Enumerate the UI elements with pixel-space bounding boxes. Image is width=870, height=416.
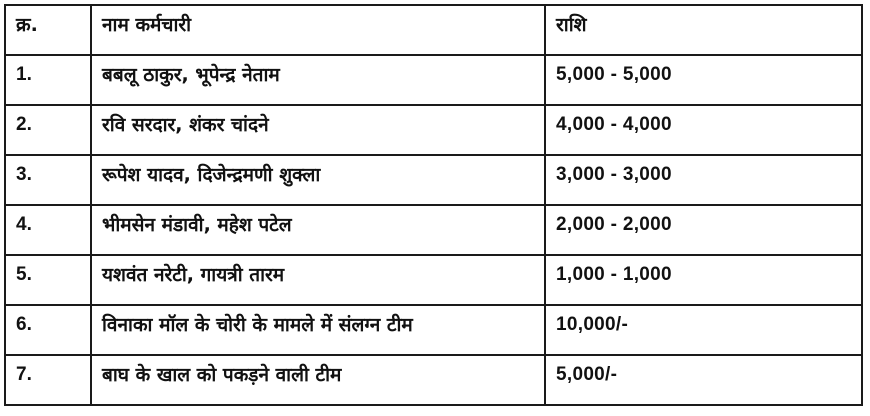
- table-row: [5, 205, 862, 255]
- row-name: रूपेश यादव, दिजेन्द्रमणी शुक्ला: [91, 155, 545, 205]
- row-amount: 4,000 - 4,000: [545, 105, 862, 155]
- row-serial: 4.: [5, 205, 91, 255]
- row-serial: 6.: [5, 305, 91, 355]
- row-name: बबलू ठाकुर, भूपेन्द्र नेताम: [91, 55, 545, 105]
- row-name: विनाका मॉल के चोरी के मामले में संलग्न टीम: [91, 305, 545, 355]
- row-name: भीमसेन मंडावी, महेश पटेल: [91, 205, 545, 255]
- row-amount: 5,000 - 5,000: [545, 55, 862, 105]
- row-serial: 1.: [5, 55, 91, 105]
- row-amount: 5,000/-: [545, 355, 862, 405]
- row-serial: 3.: [5, 155, 91, 205]
- row-amount: 2,000 - 2,000: [545, 205, 862, 255]
- table-row: [5, 305, 862, 355]
- table-row: [5, 55, 862, 105]
- header-serial: क्र.: [5, 5, 91, 55]
- table-row: [5, 255, 862, 305]
- row-amount: 3,000 - 3,000: [545, 155, 862, 205]
- table-row: [5, 155, 862, 205]
- table-row: [5, 105, 862, 155]
- document-page: [4, 4, 864, 408]
- header-amount: राशि: [545, 5, 862, 55]
- row-name: रवि सरदार, शंकर चांदने: [91, 105, 545, 155]
- row-amount: 10,000/-: [545, 305, 862, 355]
- table-header-row: [5, 5, 862, 55]
- table-row: [5, 355, 862, 405]
- row-serial: 2.: [5, 105, 91, 155]
- row-name: यशवंत नरेटी, गायत्री तारम: [91, 255, 545, 305]
- header-name: नाम कर्मचारी: [91, 5, 545, 55]
- row-serial: 7.: [5, 355, 91, 405]
- row-amount: 1,000 - 1,000: [545, 255, 862, 305]
- reward-table: [4, 4, 863, 406]
- row-serial: 5.: [5, 255, 91, 305]
- row-name: बाघ के खाल को पकड़ने वाली टीम: [91, 355, 545, 405]
